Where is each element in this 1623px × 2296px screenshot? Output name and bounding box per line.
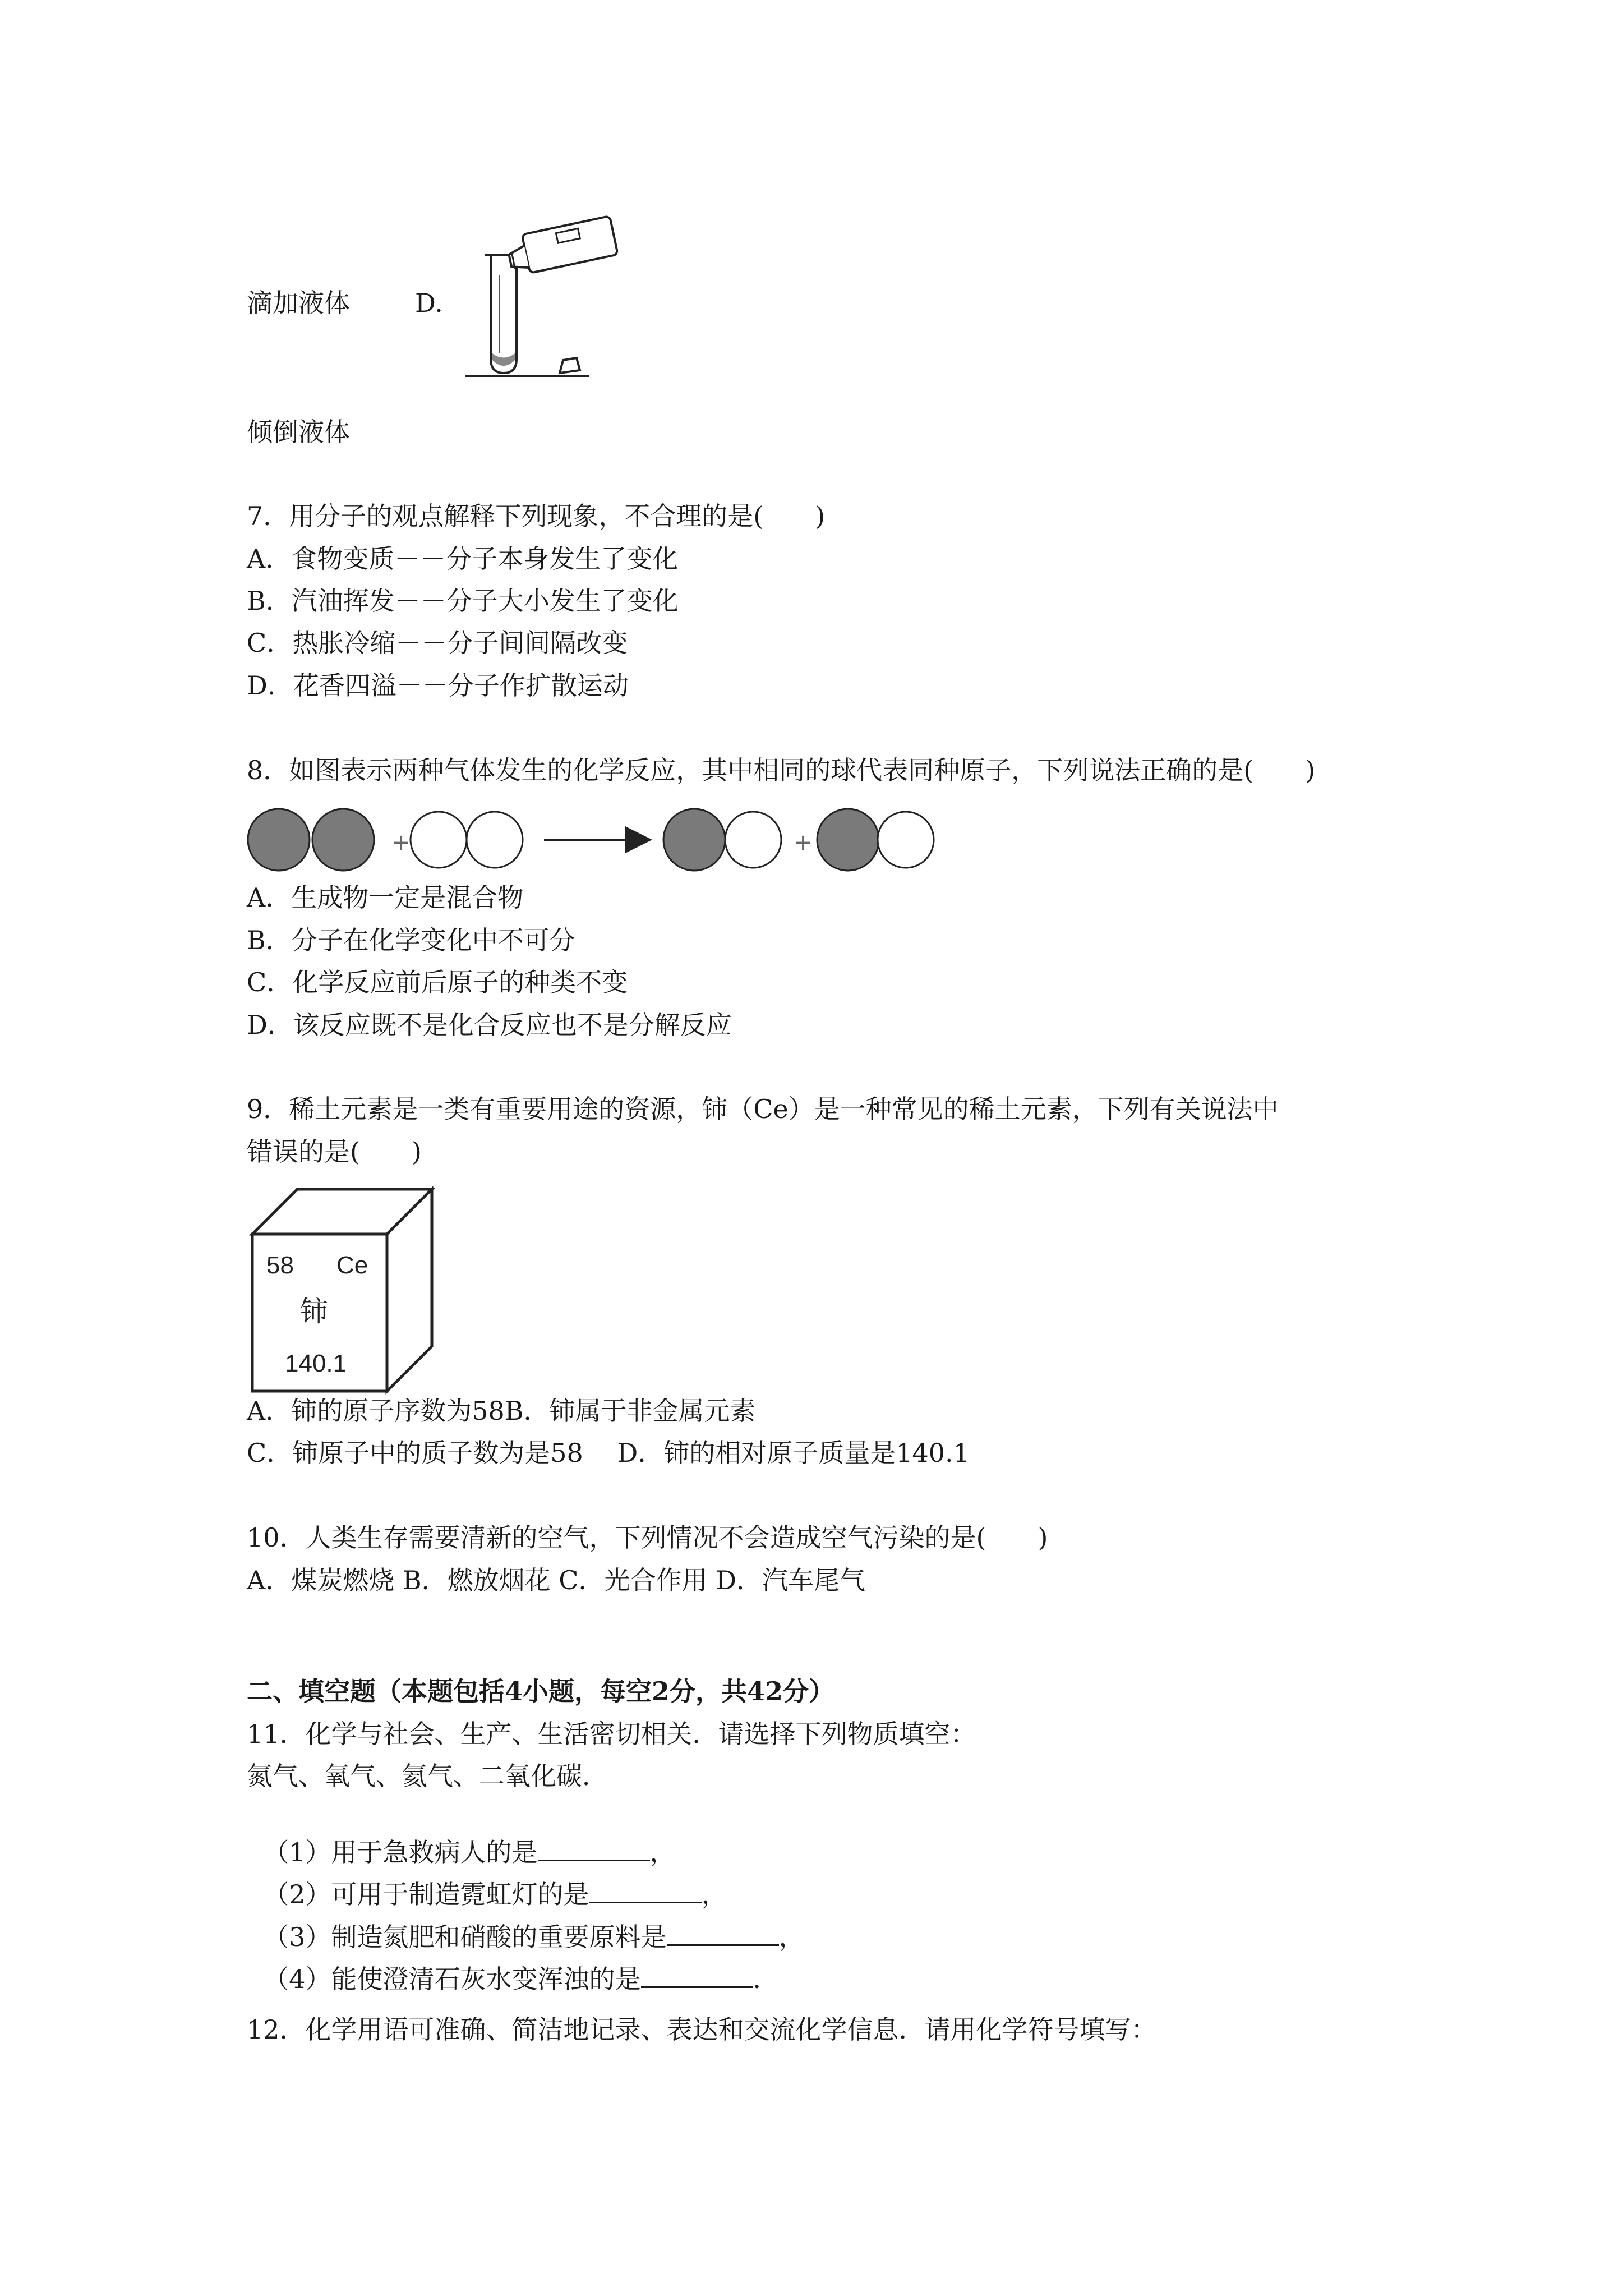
atom-white	[467, 812, 523, 868]
q12-stem: 12．化学用语可准确、简洁地记录、表达和交流化学信息．请用化学符号填写：	[247, 2014, 1157, 2045]
element-name: 铈	[300, 1295, 328, 1328]
q7-option-c: C．热胀冷缩－－分子间间隔改变	[247, 628, 628, 658]
q8-option-b: B．分子在化学变化中不可分	[247, 925, 575, 955]
q11-item-4	[247, 1928, 779, 1996]
q10-options: A．煤炭燃烧 B．燃放烟花 C．光合作用 D．汽车尾气	[247, 1565, 865, 1595]
q11-item-4-text: （4）能使澄清石灰水变浑浊的是	[263, 1964, 641, 1994]
atomic-number: 58	[266, 1251, 294, 1279]
atom-grey	[248, 809, 310, 871]
reaction-diagram	[247, 805, 948, 878]
q8-option-c: C．化学反应前后原子的种类不变	[247, 967, 628, 997]
q9-options-line2: C．铈原子中的质子数为是58 D．铈的相对原子质量是140.1	[247, 1438, 970, 1468]
q9-stem-line2: 错误的是( )	[247, 1137, 422, 1167]
q6-option-c-label: 滴加液体	[247, 288, 350, 318]
atom-white	[411, 812, 467, 868]
atom-white	[878, 812, 934, 868]
q7-option-a: A．食物变质－－分子本身发生了变化	[247, 544, 679, 574]
atom-white	[725, 812, 781, 868]
element-cell-cerium	[247, 1184, 437, 1397]
q11-substances: 氮气、氧气、氦气、二氧化碳．	[247, 1761, 608, 1791]
answer-blank[interactable]	[641, 1962, 753, 1988]
q10-stem: 10．人类生存需要清新的空气，下列情况不会造成空气污染的是( )	[247, 1522, 1048, 1553]
section-heading: 二、填空题（本题包括4小题，每空2分，共42分）	[247, 1676, 835, 1706]
q9-stem-line1: 9．稀土元素是一类有重要用途的资源，铈（Ce）是一种常见的稀土元素，下列有关说法中	[247, 1094, 1279, 1124]
q7-option-b: B．汽油挥发－－分子大小发生了变化	[247, 586, 679, 616]
q8-option-a: A．生成物一定是混合物	[247, 882, 524, 913]
q11-item-4-end: ．	[753, 1964, 779, 1994]
q9-options-line1: A．铈的原子序数为58B．铈属于非金属元素	[247, 1396, 756, 1426]
q11-item-1-text: （1）用于急救病人的是	[263, 1837, 538, 1867]
q11-item-3-end: ，	[778, 1922, 805, 1952]
q6-option-d-label: 倾倒液体	[247, 417, 350, 447]
pouring-liquid-figure	[460, 213, 623, 381]
plus-sign-1: +	[391, 830, 411, 855]
q11-item-3-text: （3）制造氮肥和硝酸的重要原料是	[263, 1922, 667, 1952]
q7-stem: 7．用分子的观点解释下列现象，不合理的是( )	[247, 501, 826, 531]
q11-stem: 11．化学与社会、生产、生活密切相关．请选择下列物质填空：	[247, 1719, 976, 1749]
q11-item-1-end: ，	[649, 1837, 676, 1867]
q8-option-d: D．该反应既不是化合反应也不是分解反应	[247, 1010, 732, 1040]
q11-item-2-end: ，	[701, 1879, 727, 1910]
q11-item-2-text: （2）可用于制造霓虹灯的是	[263, 1879, 589, 1910]
atom-grey	[312, 809, 374, 871]
atomic-mass: 140.1	[285, 1350, 347, 1377]
q8-stem: 8．如图表示两种气体发生的化学反应，其中相同的球代表同种原子，下列说法正确的是( )	[247, 755, 1316, 785]
atom-grey	[817, 809, 879, 871]
atom-grey	[663, 809, 725, 871]
plus-sign-2: +	[794, 830, 813, 855]
q7-option-d: D．花香四溢－－分子作扩散运动	[247, 670, 629, 701]
element-symbol: Ce	[336, 1251, 368, 1279]
q6-option-d-prefix: D.	[415, 288, 443, 318]
